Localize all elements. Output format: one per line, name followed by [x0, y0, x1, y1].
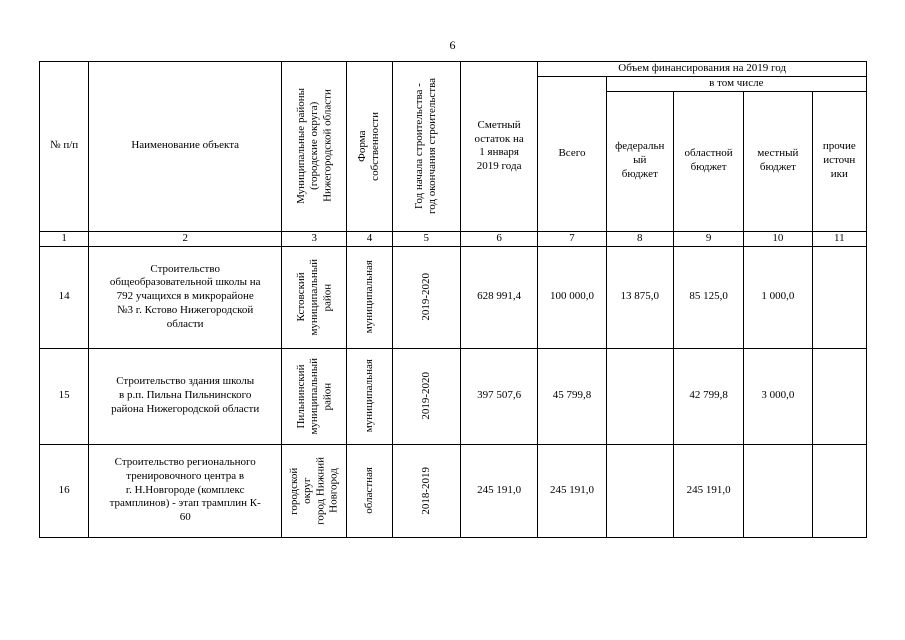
col-number: 8	[606, 231, 673, 246]
column-number-row	[40, 231, 867, 246]
header-row-top	[40, 62, 867, 77]
row-district: городской округ город Нижний Новгород	[282, 444, 347, 537]
header-ownership: Форма собственности	[347, 62, 392, 232]
row-total: 245 191,0	[538, 444, 606, 537]
col-number: 2	[89, 231, 282, 246]
row-total: 45 799,8	[538, 348, 606, 444]
header-num: № п/п	[40, 62, 89, 232]
financing-table	[39, 61, 867, 538]
col-number: 4	[347, 231, 392, 246]
row-federal: 13 875,0	[606, 246, 673, 348]
row-num: 14	[40, 246, 89, 348]
col-number: 5	[392, 231, 460, 246]
row-balance: 245 191,0	[460, 444, 537, 537]
col-number: 6	[460, 231, 537, 246]
row-local: 3 000,0	[744, 348, 812, 444]
row-local: 1 000,0	[744, 246, 812, 348]
header-years: Год начала строительства - год окончания строительства	[392, 62, 460, 232]
row-balance: 628 991,4	[460, 246, 537, 348]
row-ownership: муниципальная	[347, 246, 392, 348]
header-local: местный бюджет	[744, 91, 812, 231]
col-number: 9	[673, 231, 743, 246]
row-regional: 85 125,0	[673, 246, 743, 348]
header-federal: федеральн ый бюджет	[606, 91, 673, 231]
col-number: 3	[282, 231, 347, 246]
row-regional: 245 191,0	[673, 444, 743, 537]
table-row	[40, 444, 867, 537]
row-local	[744, 444, 812, 537]
col-number: 11	[812, 231, 866, 246]
col-number: 7	[538, 231, 606, 246]
page-number: 6	[449, 38, 456, 52]
header-including: в том числе	[606, 76, 866, 91]
row-ownership: областная	[347, 444, 392, 537]
row-other	[812, 348, 866, 444]
row-name: Строительство общеобразовательной школы на 792 учащихся в микрорайоне №3 г. Кстово Нижегородской области	[89, 246, 282, 348]
header-district: Муниципальные районы (городские округа) Нижегородской области	[282, 62, 347, 232]
row-regional: 42 799,8	[673, 348, 743, 444]
table-row	[40, 246, 867, 348]
row-federal	[606, 348, 673, 444]
row-balance: 397 507,6	[460, 348, 537, 444]
row-ownership: муниципальная	[347, 348, 392, 444]
row-total: 100 000,0	[538, 246, 606, 348]
header-balance: Сметный остаток на 1 января 2019 года	[460, 62, 537, 232]
header-regional: областной бюджет	[673, 91, 743, 231]
row-federal	[606, 444, 673, 537]
row-name: Строительство здания школы в р.п. Пильна Пильнинского района Нижегородской области	[89, 348, 282, 444]
header-other: прочие источн ики	[812, 91, 866, 231]
table-row	[40, 348, 867, 444]
header-name: Наименование объекта	[89, 62, 282, 232]
row-district: Пильнинский муниципальный район	[282, 348, 347, 444]
row-years: 2019-2020	[392, 246, 460, 348]
row-other	[812, 444, 866, 537]
row-num: 15	[40, 348, 89, 444]
row-other	[812, 246, 866, 348]
row-years: 2019-2020	[392, 348, 460, 444]
col-number: 10	[744, 231, 812, 246]
row-num: 16	[40, 444, 89, 537]
row-name: Строительство регионального тренировочного центра в г. Н.Новгороде (комплекс трамплинов) - этап трамплин К- 60	[89, 444, 282, 537]
header-funding-group: Объем финансирования на 2019 год	[538, 62, 867, 77]
row-years: 2018-2019	[392, 444, 460, 537]
col-number: 1	[40, 231, 89, 246]
row-district: Кстовский муниципальный район	[282, 246, 347, 348]
header-total: Всего	[538, 76, 606, 231]
